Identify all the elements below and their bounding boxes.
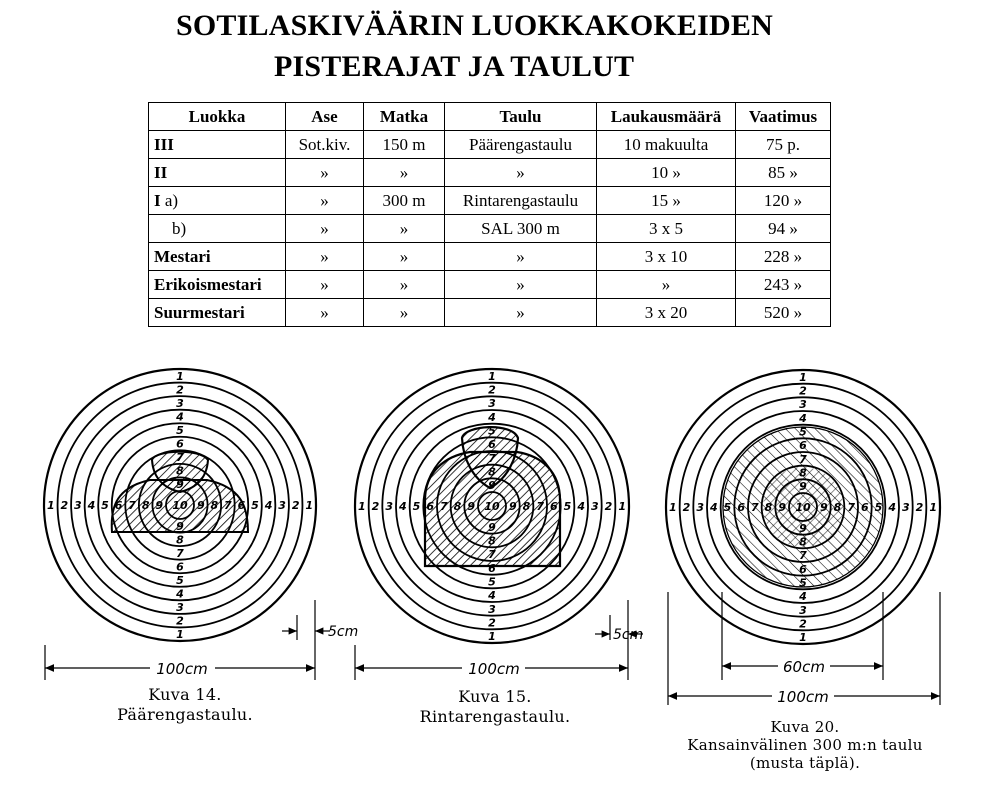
ring-number-label: 9 bbox=[799, 521, 807, 535]
ring-number-label: 5 bbox=[101, 499, 109, 512]
caption-title: Rintarengastaulu. bbox=[419, 707, 571, 726]
dimension-100cm: 100cm bbox=[468, 660, 520, 678]
ring-number-label: 1 bbox=[669, 501, 677, 514]
caption-fig14 bbox=[90, 685, 280, 725]
ring-number-label: 5 bbox=[488, 424, 496, 438]
ring-number-label: 2 bbox=[488, 616, 496, 630]
ring-number-label: 8 bbox=[176, 533, 184, 547]
cell-ase: » bbox=[286, 187, 364, 215]
ring-number-label: 10 bbox=[795, 501, 811, 514]
ring-number-label: 3 bbox=[488, 397, 496, 411]
ring-number-label: 1 bbox=[176, 369, 184, 383]
ring-number-label: 7 bbox=[488, 451, 496, 465]
ring-number-label: 5 bbox=[723, 501, 732, 514]
cell-vaatimus: 94 » bbox=[736, 215, 831, 243]
ring-number-label: 2 bbox=[371, 500, 380, 513]
ring-number-label: 8 bbox=[176, 464, 184, 478]
ring-numbers bbox=[358, 370, 626, 643]
ring-number-label: 6 bbox=[488, 561, 496, 575]
ring-number-label: 2 bbox=[291, 499, 300, 512]
ring-number-label: 3 bbox=[902, 501, 910, 514]
cell-ase: » bbox=[286, 159, 364, 187]
cell-ase: » bbox=[286, 215, 364, 243]
ring-number-label: 8 bbox=[210, 499, 219, 512]
ring-number-label: 7 bbox=[799, 549, 807, 563]
ring-number-label: 4 bbox=[264, 499, 273, 512]
ring-number-label: 4 bbox=[488, 410, 496, 424]
cell-vaatimus: 85 » bbox=[736, 159, 831, 187]
ring-number-label: 7 bbox=[847, 501, 855, 514]
ring-number-label: 4 bbox=[399, 500, 407, 513]
ring-number-label: 1 bbox=[46, 499, 55, 512]
ring-number-label: 4 bbox=[176, 587, 184, 601]
target-international-300m bbox=[666, 370, 940, 706]
cell-taulu: SAL 300 m bbox=[445, 215, 597, 243]
cell-vaatimus: 520 » bbox=[736, 299, 831, 327]
cell-vaatimus: 120 » bbox=[736, 187, 831, 215]
ring-number-label: 3 bbox=[591, 500, 599, 513]
ring-number-label: 6 bbox=[114, 499, 123, 512]
class-label: I bbox=[154, 190, 161, 210]
cell-taulu: Rintarengastaulu bbox=[445, 187, 597, 215]
cell-taulu: » bbox=[445, 159, 597, 187]
cell-vaatimus: 75 p. bbox=[736, 131, 831, 159]
ring-number-label: 4 bbox=[799, 411, 807, 425]
cell-laukaus: 3 x 5 bbox=[597, 215, 736, 243]
ring-number-label: 2 bbox=[176, 614, 184, 628]
ring-number-label: 1 bbox=[488, 630, 496, 644]
ring-number-label: 2 bbox=[176, 383, 184, 397]
ring-number-label: 6 bbox=[799, 562, 807, 576]
ring-number-label: 5 bbox=[874, 501, 883, 514]
ring-number-label: 6 bbox=[426, 500, 434, 513]
ring-number-label: 9 bbox=[820, 501, 828, 514]
ring-number-label: 3 bbox=[696, 501, 704, 514]
ring-number-label: 7 bbox=[536, 500, 544, 513]
ring-numbers bbox=[669, 371, 937, 644]
cell-ase: Sot.kiv. bbox=[286, 131, 364, 159]
ring-number-label: 4 bbox=[577, 500, 585, 513]
target-paarengastaulu bbox=[44, 369, 358, 680]
ring-number-label: 2 bbox=[60, 499, 69, 512]
target-rintarengastaulu bbox=[355, 369, 643, 680]
ring-number-label: 9 bbox=[488, 520, 496, 534]
ring-number-label: 1 bbox=[929, 501, 937, 514]
cell-matka: » bbox=[364, 215, 445, 243]
ring-number-label: 6 bbox=[737, 501, 745, 514]
ring-number-label: 3 bbox=[799, 603, 807, 617]
caption-number: Kuva 14. bbox=[148, 685, 222, 704]
cell-taulu: » bbox=[445, 243, 597, 271]
ring-number-label: 3 bbox=[385, 500, 393, 513]
ring-number-label: 3 bbox=[278, 499, 286, 512]
ring-number-label: 9 bbox=[467, 500, 475, 513]
ring-number-label: 6 bbox=[861, 501, 869, 514]
ring-number-label: 6 bbox=[550, 500, 558, 513]
header-vaatimus: Vaatimus bbox=[736, 103, 831, 131]
page-title-line-1: SOTILASKIVÄÄRIN LUOKKAKOKEIDEN bbox=[176, 9, 773, 42]
ring-number-label: 1 bbox=[488, 369, 496, 383]
cell-class: II bbox=[149, 159, 286, 187]
ring-number-label: 7 bbox=[224, 499, 232, 512]
ring-number-label: 5 bbox=[488, 575, 496, 589]
caption-title: Päärengastaulu. bbox=[117, 705, 253, 724]
dimension-100cm: 100cm bbox=[156, 660, 208, 678]
ring-number-label: 9 bbox=[176, 478, 184, 492]
ring-number-label: 2 bbox=[799, 617, 807, 631]
cell-vaatimus: 228 » bbox=[736, 243, 831, 271]
ring-number-label: 1 bbox=[618, 500, 626, 513]
caption-number: Kuva 15. bbox=[458, 687, 532, 706]
ring-number-label: 10 bbox=[484, 500, 500, 513]
cell-matka: » bbox=[364, 243, 445, 271]
ring-number-label: 10 bbox=[172, 499, 188, 512]
caption-title: Kansainvälinen 300 m:n taulu bbox=[687, 736, 923, 754]
ring-number-label: 5 bbox=[176, 424, 184, 437]
ring-number-label: 2 bbox=[488, 383, 496, 397]
ring-number-label: 3 bbox=[176, 396, 184, 410]
ring-number-label: 8 bbox=[488, 534, 496, 548]
ring-number-label: 7 bbox=[128, 499, 136, 512]
ring-number-label: 3 bbox=[799, 398, 807, 412]
class-sub: a) bbox=[164, 190, 179, 210]
caption-number: Kuva 20. bbox=[770, 718, 840, 736]
ring-number-label: 8 bbox=[764, 501, 773, 514]
cell-laukaus: 10 » bbox=[597, 159, 736, 187]
cell-laukaus: 15 » bbox=[597, 187, 736, 215]
dimension-60cm: 60cm bbox=[783, 658, 825, 676]
ring-number-label: 9 bbox=[488, 479, 496, 493]
header-luokka: Luokka bbox=[149, 103, 286, 131]
ring-number-label: 8 bbox=[833, 501, 842, 514]
cell-laukaus: 3 x 20 bbox=[597, 299, 736, 327]
cell-laukaus: » bbox=[597, 271, 736, 299]
ring-number-label: 4 bbox=[176, 410, 184, 424]
cell-ase: » bbox=[286, 271, 364, 299]
header-laukausmaara: Laukausmäärä bbox=[597, 103, 736, 131]
ring-number-label: 8 bbox=[799, 466, 807, 480]
cell-matka: 150 m bbox=[364, 131, 445, 159]
dimension-100cm: 100cm bbox=[777, 688, 829, 706]
ring-number-label: 3 bbox=[488, 602, 496, 616]
ring-number-label: 9 bbox=[155, 499, 164, 512]
ring-number-label: 8 bbox=[488, 465, 496, 479]
cell-taulu: Päärengastaulu bbox=[445, 131, 597, 159]
ring-number-label: 1 bbox=[358, 500, 366, 513]
ring-number-label: 2 bbox=[799, 384, 807, 398]
ring-number-label: 5 bbox=[799, 576, 807, 590]
ring-number-label: 6 bbox=[488, 438, 496, 452]
cell-matka: » bbox=[364, 159, 445, 187]
ring-number-label: 6 bbox=[799, 439, 807, 453]
ring-number-label: 4 bbox=[799, 590, 807, 604]
cell-class: Suurmestari bbox=[149, 299, 286, 327]
ring-number-label: 8 bbox=[522, 500, 531, 513]
cell-taulu: » bbox=[445, 271, 597, 299]
ring-number-label: 8 bbox=[799, 535, 807, 549]
caption-fig20 bbox=[650, 718, 960, 772]
ring-number-label: 1 bbox=[176, 628, 184, 642]
cell-vaatimus: 243 » bbox=[736, 271, 831, 299]
cell-ase: » bbox=[286, 299, 364, 327]
ring-number-label: 2 bbox=[915, 501, 924, 514]
ring-number-label: 9 bbox=[509, 500, 517, 513]
ring-number-label: 7 bbox=[799, 452, 807, 466]
header-taulu: Taulu bbox=[445, 103, 597, 131]
ring-number-label: 7 bbox=[488, 548, 496, 562]
ring-number-label: 3 bbox=[176, 601, 184, 615]
header-matka: Matka bbox=[364, 103, 445, 131]
ring-number-label: 5 bbox=[799, 425, 807, 439]
header-ase: Ase bbox=[286, 103, 364, 131]
ring-number-label: 9 bbox=[799, 480, 807, 494]
ring-number-label: 7 bbox=[176, 451, 184, 465]
cell-class: III bbox=[149, 131, 286, 159]
dimension-5cm: 5cm bbox=[328, 624, 359, 640]
ring-number-label: 8 bbox=[453, 500, 462, 513]
cell-laukaus: 3 x 10 bbox=[597, 243, 736, 271]
cell-class: Erikoismestari bbox=[149, 271, 286, 299]
caption-note: (musta täplä). bbox=[749, 754, 861, 772]
ring-number-label: 4 bbox=[710, 501, 718, 514]
caption-fig15 bbox=[395, 687, 595, 727]
ring-number-label: 5 bbox=[412, 500, 421, 513]
ring-number-label: 3 bbox=[74, 499, 82, 512]
ring-number-label: 2 bbox=[682, 501, 691, 514]
ring-number-label: 4 bbox=[87, 499, 96, 512]
cell-ase: » bbox=[286, 243, 364, 271]
ring-number-label: 6 bbox=[237, 499, 246, 512]
cell-taulu: » bbox=[445, 299, 597, 327]
ring-number-label: 4 bbox=[888, 501, 896, 514]
ring-number-label: 5 bbox=[563, 500, 572, 513]
ring-number-label: 7 bbox=[440, 500, 448, 513]
ring-number-label: 9 bbox=[176, 519, 184, 533]
ring-number-label: 9 bbox=[196, 499, 205, 512]
cell-laukaus: 10 makuulta bbox=[597, 131, 736, 159]
ring-number-label: 9 bbox=[778, 501, 786, 514]
ring-number-label: 6 bbox=[176, 437, 184, 451]
cell-matka: » bbox=[364, 299, 445, 327]
ring-number-label: 6 bbox=[176, 560, 184, 574]
ring-number-label: 7 bbox=[751, 501, 759, 514]
ring-number-label: 1 bbox=[799, 370, 807, 384]
ring-numbers bbox=[47, 370, 313, 641]
ring-number-label: 2 bbox=[604, 500, 613, 513]
ring-number-label: 1 bbox=[799, 631, 807, 645]
cell-matka: 300 m bbox=[364, 187, 445, 215]
cell-class: Mestari bbox=[149, 243, 286, 271]
page-title-line-2: PISTERAJAT JA TAULUT bbox=[274, 50, 635, 83]
ring-number-label: 4 bbox=[488, 589, 496, 603]
ring-number-label: 1 bbox=[305, 499, 314, 512]
ring-number-label: 8 bbox=[141, 499, 150, 512]
ring-number-label: 5 bbox=[251, 499, 259, 512]
ring-number-label: 5 bbox=[176, 574, 184, 587]
cell-matka: » bbox=[364, 271, 445, 299]
class-sub: b) bbox=[172, 218, 187, 238]
dimension-5cm: 5cm bbox=[613, 627, 644, 643]
ring-number-label: 7 bbox=[176, 546, 184, 560]
